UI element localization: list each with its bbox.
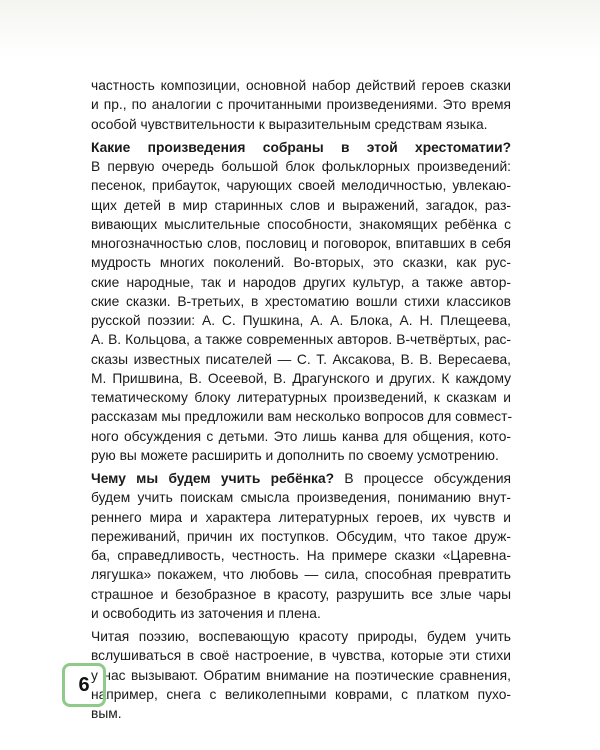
line-text: например, снега с великолепными коврами, с платком пухо- (91, 686, 511, 702)
line-text: щих детей в мир старинных слов и выражений, загадок, раз- (91, 197, 511, 213)
line-text: русской поэзии: А. С. Пушкина, А. А. Блока, А. Н. Плещеева, (91, 313, 511, 328)
text-line (91, 138, 511, 157)
line-text: вивающих мыслительные способности, знакомящих ребёнка с (91, 216, 511, 232)
text-line (91, 115, 511, 134)
text-line (91, 666, 511, 685)
text-line (91, 234, 511, 253)
text-column (91, 76, 511, 723)
line-text: реннего мира и характера литературных героев, их чувств и (91, 509, 511, 525)
line-text: В первую очередь большой блок фольклорных произведений: (91, 159, 511, 174)
text-line (91, 508, 511, 527)
paragraphs (91, 76, 511, 723)
text-line (91, 604, 511, 623)
section-heading: Какие произведения собраны в этой хрестоматии? (91, 139, 511, 155)
page-number-box (62, 663, 106, 707)
text-line (91, 253, 511, 272)
line-text: особой чувствительности к выразительным средствам языка. (91, 116, 488, 132)
line-text: М. Пришвина, В. Осеевой, В. Драгунского и других. К каждому (91, 370, 511, 386)
line-text: ба, справедливость, честность. На примере сказки «Царевна- (91, 548, 511, 563)
text-line (91, 76, 511, 95)
line-text: Читая поэзию, воспевающую красоту природы, будем учить (91, 629, 511, 644)
text-line (91, 546, 511, 565)
paragraph (91, 76, 511, 134)
line-text: переживаний, причин их поступков. Обсудим, что такое друж- (91, 528, 511, 544)
line-text: А. В. Кольцова, а также современных авторов. В-четвёртых, рас- (91, 332, 511, 348)
text-line (91, 273, 511, 292)
text-line (91, 196, 511, 215)
text-line (91, 527, 511, 546)
paragraph (91, 627, 511, 723)
paragraph (91, 469, 511, 623)
text-line (91, 176, 511, 195)
text-line (91, 95, 511, 114)
line-text: ские народные, так и народов других культур, а также автор- (91, 274, 511, 290)
text-line (91, 369, 511, 388)
text-line (91, 627, 511, 646)
line-text: у нас вызывают. Обратим внимание на поэтические сравнения, (91, 667, 511, 683)
line-text: В процессе обсуждения (334, 471, 511, 486)
text-line (91, 685, 511, 704)
line-text: ного обсуждения с детьми. Это лишь канва для общения, кото- (91, 428, 511, 444)
text-line (91, 157, 511, 176)
line-text: вслушиваться в своё настроение, в чувства, которые эти стихи (91, 648, 511, 664)
text-line (91, 488, 511, 507)
text-line (91, 427, 511, 446)
line-text: рую вы можете расширить и дополнить по своему усмотрению. (91, 447, 499, 463)
line-text: мудрость многих поколений. Во-вторых, это сказки, как рус- (91, 255, 511, 271)
line-text: частность композиции, основной набор действий героев сказки (91, 78, 511, 93)
text-line (91, 292, 511, 311)
page-number: 6 (78, 673, 90, 696)
paragraph (91, 138, 511, 465)
section-heading: Чему мы будем учить ребёнка? (91, 471, 335, 486)
line-text: ские сказки. В-третьих, в хрестоматию вошли стихи классиков (91, 293, 511, 309)
text-line (91, 388, 511, 407)
line-text: и освободить из заточения и плена. (91, 605, 321, 621)
text-line (91, 311, 511, 330)
text-line (91, 704, 511, 723)
line-text: многозначностью слов, пословиц и поговорок, впитавших в себя (91, 236, 511, 251)
line-text: сказы известных писателей — С. Т. Аксакова, В. В. Вересаева, (91, 351, 511, 367)
line-text: лягушка» покажем, что любовь — сила, способная превратить (91, 567, 511, 583)
line-text: песенок, прибауток, чарующих своей мелодичностью, увлекаю- (91, 178, 511, 194)
text-line (91, 446, 511, 465)
page-top-band (0, 0, 600, 58)
text-line (91, 350, 511, 369)
text-line (91, 407, 511, 426)
text-line (91, 585, 511, 604)
text-line (91, 215, 511, 234)
text-line (91, 646, 511, 665)
text-line (91, 469, 511, 488)
line-text: тематическому блоку литературных произведений, к сказкам и (91, 390, 511, 405)
text-line (91, 565, 511, 584)
line-text: вым. (91, 706, 122, 721)
line-text: будем учить поискам смысла произведения, пониманию внут- (91, 490, 511, 506)
line-text: рассказам мы предложили вам несколько вопросов для совмест- (91, 409, 513, 425)
text-line (91, 330, 511, 349)
line-text: и пр., по аналогии с прочитанными произведениями. Это время (91, 97, 511, 113)
line-text: страшное и безобразное в красоту, разрушить все злые чары (91, 586, 511, 602)
